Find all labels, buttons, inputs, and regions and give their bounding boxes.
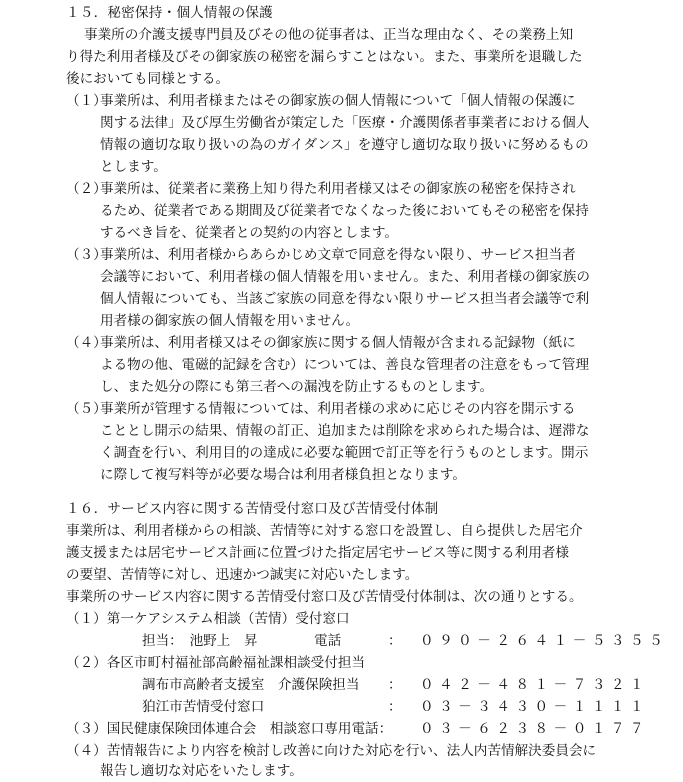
item-marker: （４）	[66, 335, 107, 351]
item-text-line: こととし開示の結果、情報の訂正、追加または削除を求められた場合は、遅滞な	[100, 423, 590, 439]
section-16-intro-line: 事業所のサービス内容に関する苦情受付窓口及び苦情受付体制は、次の通りとする。	[66, 589, 583, 605]
contact-colon: ：	[388, 677, 402, 693]
item-text-line: るため、従業者である期間及び従業者でなくなった後においてもその秘密を保持	[100, 203, 589, 219]
complaint-item-heading: （１）第一ケアシステム相談（苦情）受付窓口	[66, 611, 350, 627]
section-16-intro-line: 護支援または居宅サービス計画に位置づけた指定居宅サービス等に関する利用者様	[66, 545, 569, 561]
item-text-line: 用者様の御家族の個人情報を用いません。	[100, 313, 360, 329]
contact-row	[0, 674, 683, 696]
item-text-line: 関する法律」及び厚生労働省が策定した「医療・介護関係者事業者における個人	[100, 115, 590, 131]
item-text-line: 個人情報についても、当該ご家族の同意を得ない限りサービス担当者会議等で利	[100, 291, 590, 307]
item-marker: （２）	[66, 181, 107, 197]
contact-row	[0, 718, 683, 740]
contact-label: 狛江市苦情受付窓口	[142, 699, 265, 715]
item-text-line: 事業所は、利用者様からあらかじめ文章で同意を得ない限り、サービス担当者	[100, 247, 576, 263]
item-text-line: し、また処分の際にも第三者への漏洩を防止するものとします。	[100, 379, 494, 395]
complaint-item-heading: （２）各区市町村福祉部高齢福祉課相談受付担当	[66, 655, 366, 671]
item-marker: （５）	[66, 401, 107, 417]
complaint-item-text-line: （４）苦情報告により内容を検討し改善に向けた対応を行い、法人内苦情解決委員会に	[66, 743, 597, 759]
contact-colon: ：	[388, 699, 402, 715]
complaint-item-heading: （３）国民健康保険団体連合会 相談窓口専用電話：	[66, 721, 393, 737]
contact-row	[0, 696, 683, 718]
section-15-intro-line: 後においても同様とする。	[66, 71, 230, 87]
contact-row	[0, 630, 683, 652]
item-text-line: 会議等において、利用者様の個人情報を用いません。また、利用者様の御家族の	[100, 269, 590, 285]
contact-label: 担当： 池野上 昇	[142, 633, 258, 649]
contact-field: 電話	[314, 633, 342, 649]
contact-phone: ０３－３４３０－１１１１	[420, 699, 650, 715]
item-text-line: く調査を行い、利用目的の達成に必要な範囲で訂正等を行うものとします。開示	[100, 445, 589, 461]
contact-phone: ０４２－４８１－７３２１	[420, 677, 650, 693]
item-text-line: 情報の適切な取り扱いの為のガイダンス」を遵守し適切な取り扱いに努めるもの	[100, 137, 589, 153]
item-text-line: 事業所が管理する情報については、利用者様の求めに応じその内容を開示する	[100, 401, 576, 417]
section-15-intro-line: 事業所の介護支援専門員及びその他の従事者は、正当な理由なく、その業務上知	[84, 27, 574, 43]
section-16-intro-line: 事業所は、利用者様からの相談、苦情等に対する窓口を設置し、自ら提供した居宅介	[66, 523, 583, 539]
complaint-item-text-line: 報告し適切な対応をいたします。	[100, 763, 303, 779]
item-text-line: 事業所は、利用者様又はその御家族に関する個人情報が含まれる記録物（紙に	[100, 335, 576, 351]
contact-colon: ：	[388, 633, 402, 649]
contact-phone: ０９０－２６４１－５３５５	[420, 633, 669, 649]
section-15-title: １５．秘密保持・個人情報の保護	[66, 5, 273, 21]
item-text-line: 事業所は、利用者様またはその御家族の個人情報について「個人情報の保護に	[100, 93, 576, 109]
item-marker: （３）	[66, 247, 107, 263]
contact-label: 調布市高齢者支援室 介護保険担当	[142, 677, 360, 693]
item-text-line: とします。	[100, 159, 167, 175]
item-marker: （１）	[66, 93, 107, 109]
item-text-line: よる物の他、電磁的記録を含む）については、善良な管理者の注意をもって管理	[100, 357, 590, 373]
item-text-line: するべき旨を、従業者との契約の内容とします。	[100, 225, 398, 241]
item-text-line: 事業所は、従業者に業務上知り得た利用者様又はその御家族の秘密を保持され	[100, 181, 576, 197]
section-16-intro-line: の要望、苦情等に対し、迅速かつ誠実に対応いたします。	[66, 567, 419, 583]
section-15-intro-line: り得た利用者様及びその御家族の秘密を漏らすことはない。また、事業所を退職した	[66, 49, 583, 65]
section-16-title: １６．サービス内容に関する苦情受付窓口及び苦情受付体制	[66, 501, 439, 517]
item-text-line: に際して複写料等が必要な場合は利用者様負担となります。	[100, 467, 466, 483]
contact-phone: ０３－６２３８－０１７７	[420, 721, 650, 737]
